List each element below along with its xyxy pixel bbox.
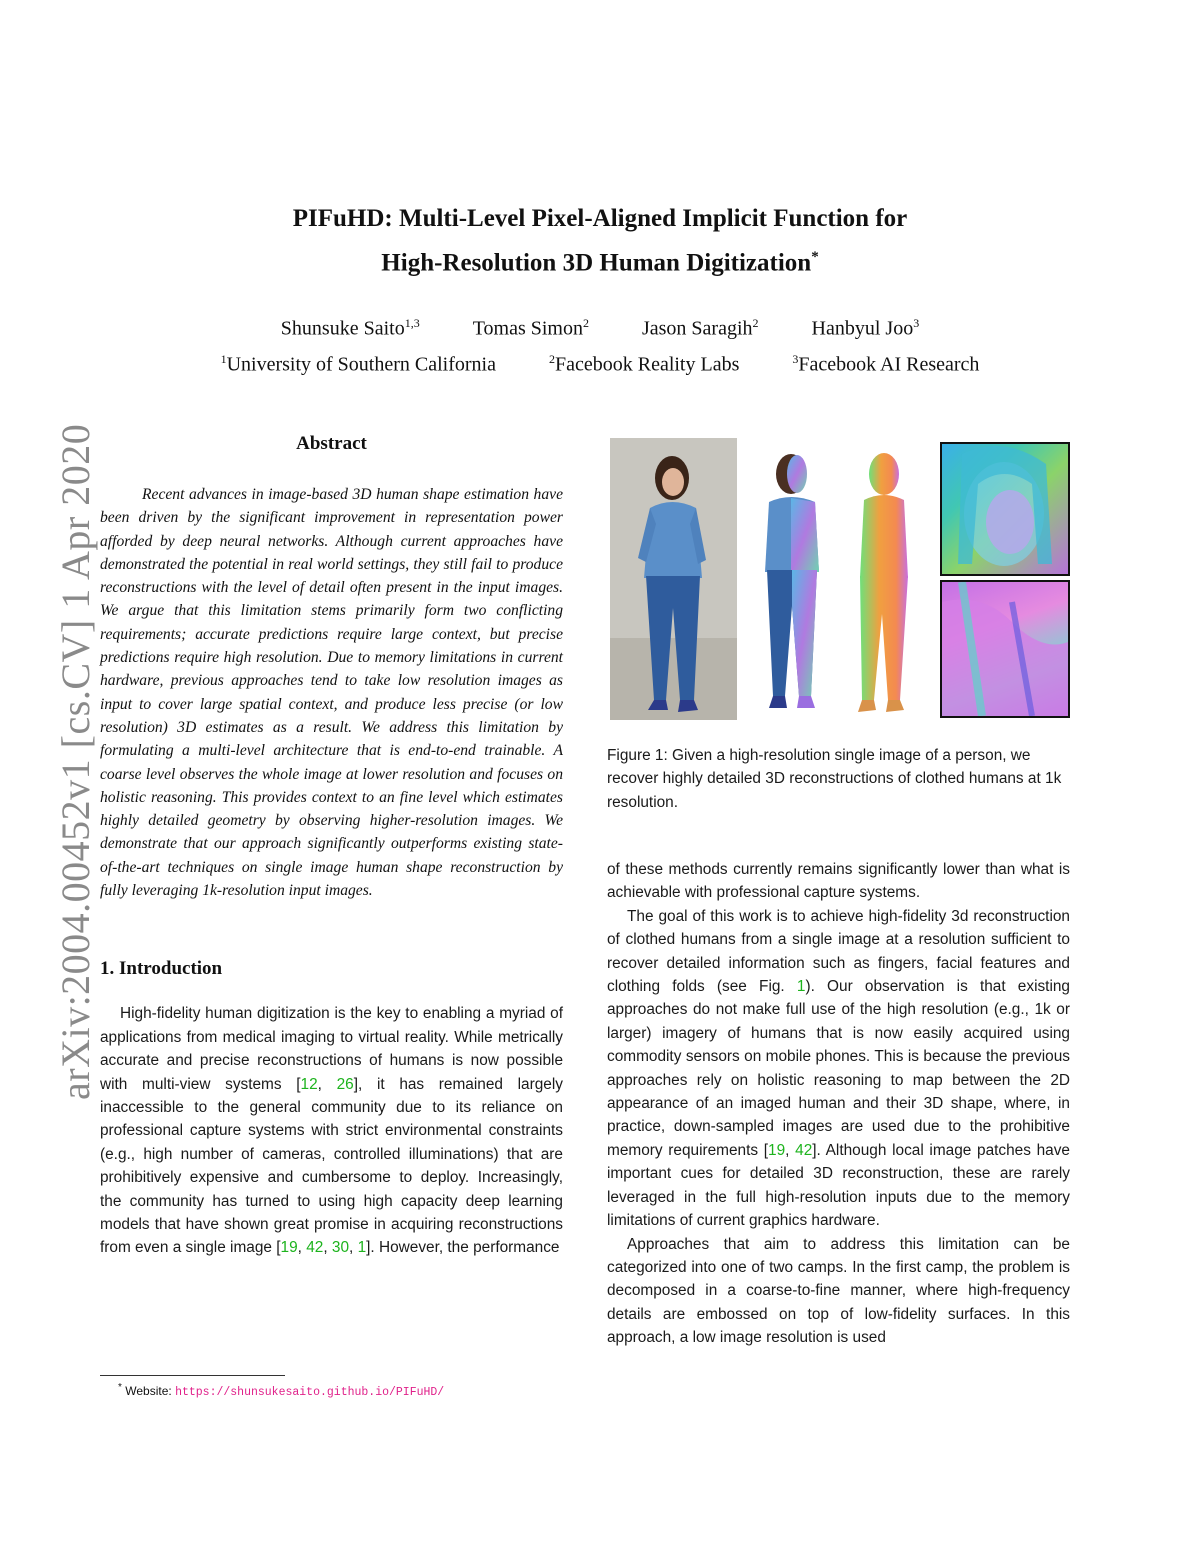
body-paragraph: Approaches that aim to address this limitation can be categorized into one of two camps. In the first camp, the problem is decomposed in a coarse-to-fine manner, where high-frequency details are embossed on top of low-fidelity surfaces. In this approach, a low image resolution is used [607,1235,1070,1347]
arxiv-identifier: arXiv:2004.00452v1 [cs.CV] 1 Apr 2020 [53,423,98,1100]
affiliation: $^2$Facebook Reality Labs [548,352,740,376]
section-heading-introduction: 1. Introduction [100,958,223,980]
citation-link[interactable]: 30 [331,1239,350,1257]
author: Jason Saragih$^2$ [641,316,759,340]
citation-link[interactable]: 26 [336,1075,354,1093]
author: Hanbyul Joo$^3$ [811,316,920,340]
left-column [100,433,563,1260]
figure-1-caption: Figure 1: Given a high-resolution single image of a person, we recover highly detailed 3D reconstructions of clothed humans at 1k resolution. [607,747,1062,811]
footnote-rule [100,1375,285,1376]
right-column [607,438,1070,814]
title-line-1: PIFuHD: Multi-Level Pixel-Aligned Implicit Function for [292,205,908,232]
title-line-2: High-Resolution 3D Human Digitization* [381,249,819,277]
intro-paragraph: High-fidelity human digitization is the key to enabling a myriad of applications from medical imaging to virtual reality. While metrically accurate and precise reconstructions of humans is now possible with multi-view systems [12, 26], it has remained largely inaccessible to the general community due to its reliance on professional capture systems with strict environmental constraints (e.g., high number of cameras, controlled illuminations) that are prohibitively expensive and cumbersome to deploy. Increasingly, the community has turned to using high capacity deep learning models that have shown great promise in acquiring reconstructions from even a single image [19, 42, 30, 1]. However, the performance [100,1005,563,1257]
hybrid-reconstruction-illustration [757,438,827,720]
citation-link[interactable]: 1 [357,1239,367,1257]
abstract-heading: Abstract [296,433,367,454]
affiliation-list [0,352,1200,377]
website-link[interactable]: https://shunsukesaito.github.io/PIFuHD/ [175,1386,445,1399]
footnote: * Website: https://shunsukesaito.github.io/PIFuHD/ [118,1382,445,1399]
input-photo [610,438,737,720]
title-footnote-marker: * [811,249,819,265]
paper-title [0,200,1200,282]
author: Tomas Simon$^2$ [472,316,589,340]
textured-normal-overlay [757,438,827,720]
figure-1 [607,438,1070,720]
citation-link[interactable]: 42 [306,1239,324,1257]
citation-link[interactable]: 19 [768,1141,786,1159]
author-list [0,316,1200,341]
citation-link[interactable]: 12 [300,1075,318,1093]
author: Shunsuke Saito$^{1,3}$ [280,316,420,340]
abstract-text: Recent advances in image-based 3D human shape estimation have been driven by the significant improvement in representation power afforded by deep neural networks. Although current approaches have demonstrated the potential in real world settings, they still fail to produce reconstructions with the level of detail often present in the input images. We argue that this limitation stems primarily form two conflicting requirements; accurate predictions require large context, but precise predictions require high resolution. Due to memory limitations in current hardware, previous approaches tend to take low resolution images as input to cover large spatial context, and produce less precise (or low resolution) 3D estimates as a result. We address this limitation by formulating a multi-level architecture that is end-to-end trainable. A coarse level observes the whole image at lower resolution and focuses on holistic reasoning. This provides context to an fine level which estimates highly detailed geometry by observing higher-resolution images. We demonstrate that our approach significantly outperforms existing state-of-the-art techniques on single image human shape reconstruction by fully leveraging 1k-resolution input images. [100,486,563,900]
face-detail-illustration [942,444,1068,574]
affiliation: $^1$University of Southern California [220,352,496,376]
normal-map-reconstruction [842,438,922,720]
person-photo-illustration [610,438,737,720]
normal-reconstruction-illustration [842,438,922,720]
zoomed-face-detail [940,442,1070,576]
affiliation: $^3$Facebook AI Research [792,352,980,376]
body-paragraph: of these methods currently remains significantly lower than what is achievable with professional capture systems. [607,861,1070,902]
right-body-text [607,858,1070,1350]
figure-reference-link[interactable]: 1 [796,978,806,996]
citation-link[interactable]: 42 [795,1141,813,1159]
citation-link[interactable]: 19 [280,1239,298,1257]
zoomed-clothing-detail [940,580,1070,718]
body-paragraph: The goal of this work is to achieve high-fidelity 3d reconstruction of clothed humans from a single image at a resolution sufficient to recover detailed information such as fingers, facial features and clothing folds (see Fig. 1). Our observation is that existing approaches do not make full use of the high resolution (e.g., 1k or larger) imagery of humans that is now easily acquired using commodity sensors on mobile phones. This is because the previous approaches rely on holistic reasoning to map between the 2D appearance of an imaged human and their 3D shape, where, in practice, down-sampled images are used due to the prohibitive memory requirements [19, 42]. Although local image patches have important cues for detailed 3D reconstruction, these are rarely leveraged in the full high-resolution inputs due to the memory limitations of current graphics hardware. [607,907,1070,1230]
clothing-detail-illustration [942,582,1068,716]
